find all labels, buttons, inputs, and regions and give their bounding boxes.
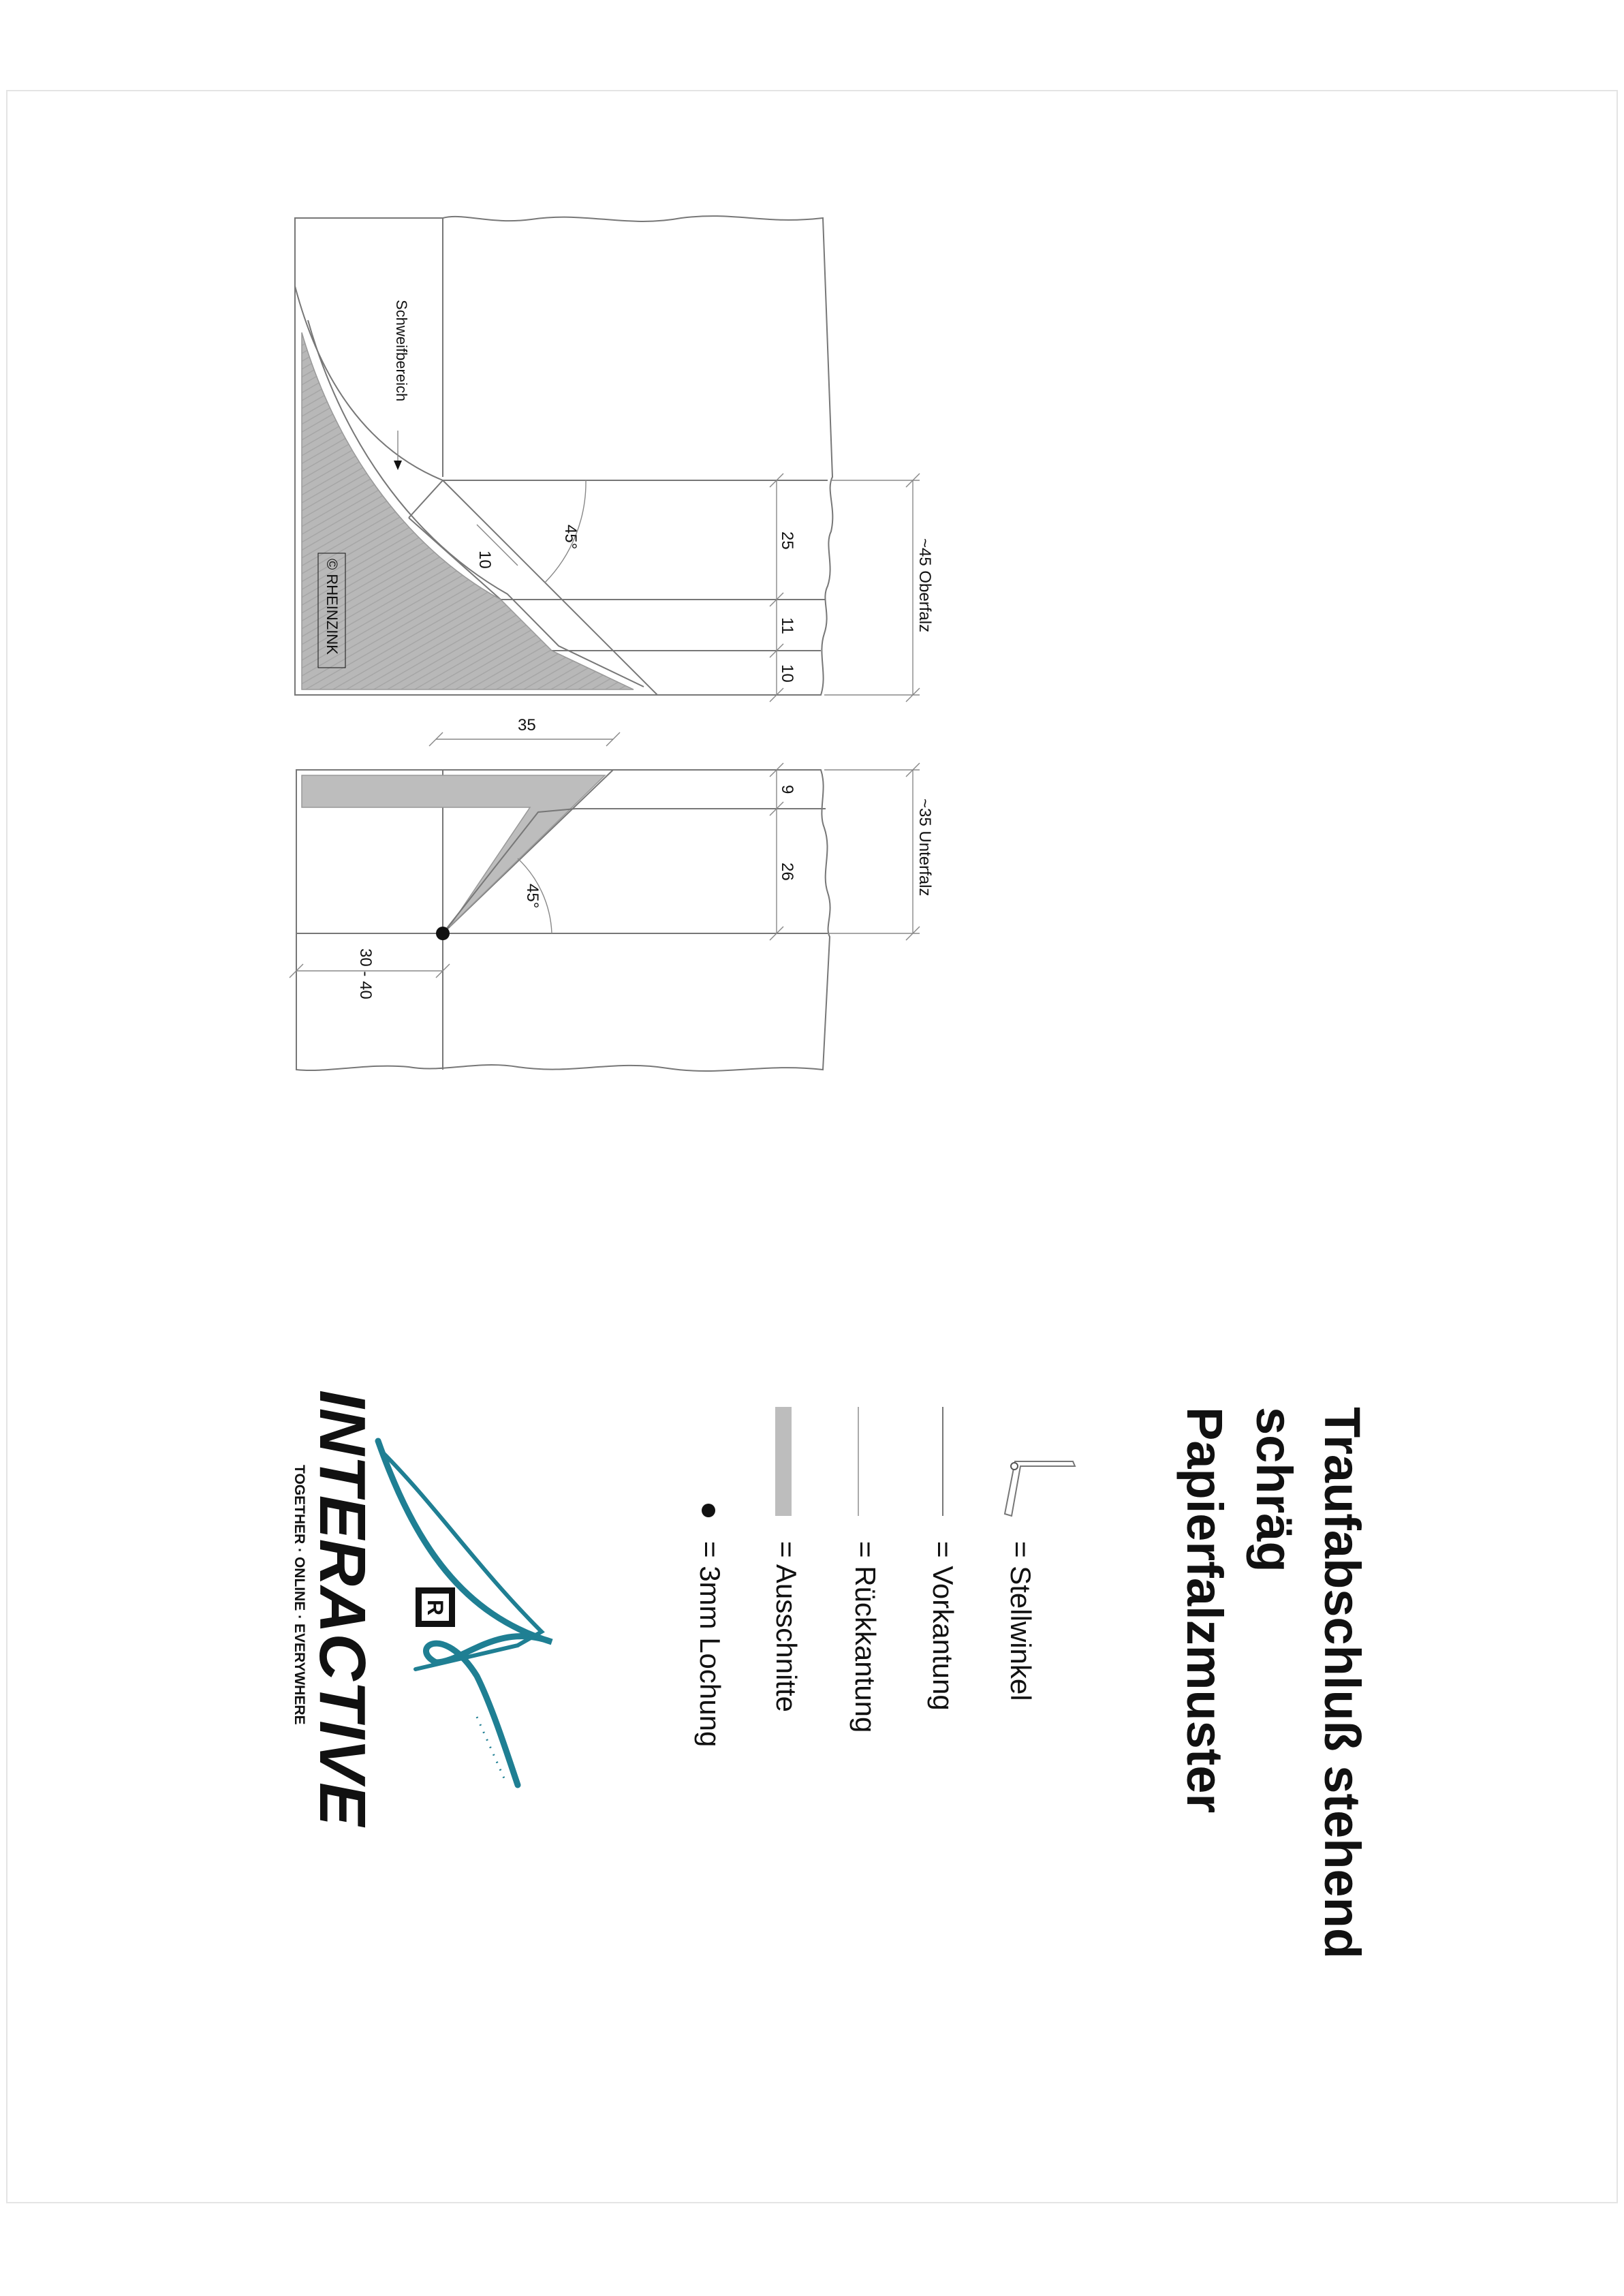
hole-3mm [436, 927, 450, 940]
lower-dim-b-text: 26 [778, 863, 796, 881]
dim-a-text: 25 [778, 531, 796, 550]
lower-dim-a-text: 9 [778, 785, 796, 794]
legend-label-lochung: = 3mm Lochung [694, 1541, 726, 1748]
upper-diagonal-3 [409, 480, 443, 518]
upper-fold-dim-text: 10 [475, 550, 494, 569]
page-frame [7, 91, 1617, 2203]
lochung-symbol [702, 1504, 715, 1517]
schweifbereich-label: Schweifbereich [393, 300, 410, 402]
gap-dimension [429, 732, 620, 746]
legend-label-stellwinkel: = Stellwinkel [1005, 1541, 1037, 1701]
legend-label-vorkantung: = Vorkantung [927, 1541, 959, 1711]
interactive-logo [292, 1390, 552, 1828]
logo-brand-text: INTERACTIVE [306, 1390, 379, 1827]
upper-pattern [295, 216, 832, 695]
legend [694, 1407, 1075, 1747]
lower-pattern [296, 770, 830, 1071]
gap-dim-text: 35 [518, 716, 536, 734]
ausschnitte-symbol [775, 1407, 792, 1516]
upper-angle-text: 45° [561, 525, 580, 550]
lower-dim-total-text: ~35 Unterfalz [916, 798, 934, 897]
title-line-1: Traufabschluß stehend [1314, 1407, 1371, 1959]
title-line-3: Papierfalzmuster [1176, 1407, 1233, 1814]
legend-label-rueckkantung: = Rückkantung [849, 1541, 881, 1733]
stellwinkel-symbol [1005, 1461, 1075, 1516]
dim-b-text: 11 [778, 617, 796, 634]
dim-c-text: 10 [778, 664, 796, 683]
hole-dim-text: 30 - 40 [356, 948, 375, 999]
copyright-label: © RHEINZINK [324, 559, 341, 655]
logo-badge-text: R [423, 1600, 448, 1616]
schweif-arrowhead [394, 461, 402, 470]
logo-tagline: TOGETHER · ONLINE · EVERYWHERE [292, 1465, 307, 1725]
lower-cutout [302, 775, 605, 927]
legend-label-ausschnitte: = Ausschnitte [770, 1541, 802, 1712]
upper-cutout [302, 332, 634, 689]
dim-total-text: ~45 Oberfalz [916, 538, 934, 633]
lower-angle-text: 45° [523, 884, 542, 909]
title-line-2: schräg [1246, 1407, 1302, 1572]
